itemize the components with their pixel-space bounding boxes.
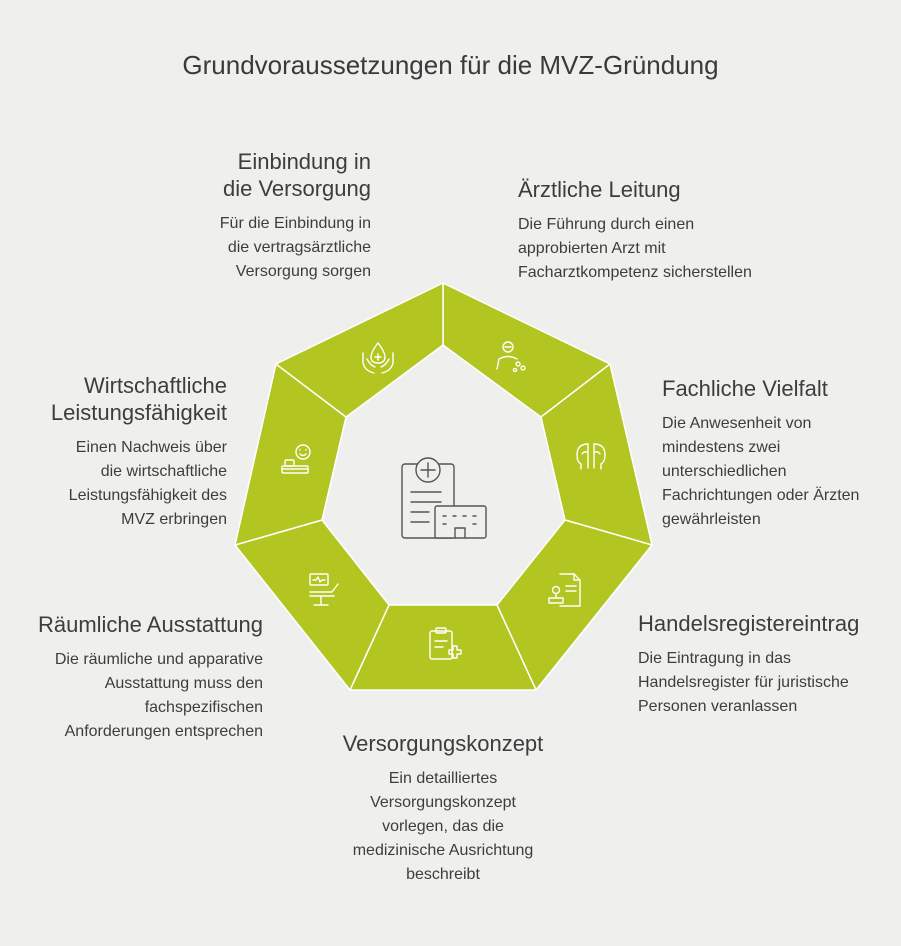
block-versorgungskonzept	[313, 730, 573, 887]
block-raeumliche-ausstattung	[20, 611, 263, 744]
block-fachliche-vielfalt	[662, 375, 892, 532]
block-handelsregistereintrag	[638, 610, 888, 719]
segment-description: Die räumliche und apparative Ausstattung muss den fachspezifischen Anforderungen entsprechen	[54, 651, 263, 740]
clinic-clipboard-icon	[402, 458, 486, 538]
segment-description: Die Führung durch einen approbierten Arzt mit Facharztkompetenz sicherstellen	[518, 216, 752, 281]
segment-description: Die Anwesenheit von mindestens zwei unterschiedlichen Fachrichtungen oder Ärzten gewährleisten	[662, 415, 860, 528]
segment-title: Ärztliche Leitung	[518, 177, 681, 202]
segment-description: Die Eintragung in das Handelsregister für juristische Personen veranlassen	[638, 650, 849, 715]
block-wirtschaftliche-leistungsfaehigkeit	[20, 372, 227, 532]
segment-title: Fachliche Vielfalt	[662, 376, 828, 401]
block-aerztliche-leitung	[518, 176, 778, 285]
block-einbindung	[150, 148, 371, 284]
segment-title: Einbindung in die Versorgung	[223, 149, 371, 201]
segment-description: Für die Einbindung in die vertragsärztliche Versorgung sorgen	[219, 215, 371, 280]
segment-description: Einen Nachweis über die wirtschaftliche Leistungsfähigkeit des MVZ erbringen	[68, 439, 227, 528]
segment-title: Versorgungskonzept	[342, 731, 544, 756]
segment-title: Räumliche Ausstattung	[37, 612, 263, 637]
segment-description: Ein detailliertes Versorgungskonzept vorlegen, das die medizinische Ausrichtung beschreibt	[352, 770, 534, 883]
page-title: Grundvoraussetzungen für die MVZ-Gründung	[182, 50, 719, 80]
segment-title: Wirtschaftliche Leistungsfähigkeit	[50, 373, 227, 425]
segment-title: Handelsregistereintrag	[638, 611, 860, 636]
